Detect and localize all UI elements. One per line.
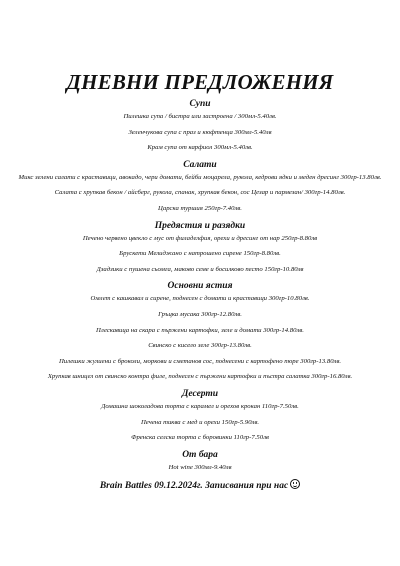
menu-item: Хрупкав шницел от свинско контра филе, поднесен с пържени картофки и пъстра салатка 300гр-16.80лв. bbox=[47, 373, 353, 381]
section-title: Основни ястия bbox=[167, 281, 233, 292]
menu-item: Омлет с кашкавал и сирене, поднесен с домати и краставици 300гр-10.80лв. bbox=[90, 295, 310, 303]
menu-item: Домашна шоколадова торта с карамел и орехов крокан 110гр-7.50лв. bbox=[101, 402, 299, 410]
event-announcement-text: Brain Battles 09.12.2024г. Записвания при нас bbox=[99, 481, 289, 492]
smiley-icon bbox=[290, 479, 300, 489]
section-title: От бара bbox=[182, 449, 218, 460]
section-title: Супи bbox=[189, 99, 211, 109]
menu-item: Гръцка мусака 300гр-12.80лв. bbox=[158, 310, 242, 318]
section-title: Предястия и разядки bbox=[154, 220, 246, 231]
menu-item: Крам супа от карфиол 300мл-5.40лв. bbox=[147, 144, 253, 152]
menu-item: Печена тиква с мед и орехи 150гр-5.90лв. bbox=[140, 418, 260, 426]
menu-item: Свинско с кисело зеле 300гр-13.80лв. bbox=[148, 342, 252, 350]
menu-item: Hot wine 300мл-9.40лв bbox=[168, 463, 232, 471]
page-title: ДНЕВНИ ПРЕДЛОЖЕНИЯ bbox=[66, 70, 334, 94]
menu-item: Френска селска торта с боровинки 110гр-7.50лв bbox=[131, 434, 269, 442]
menu-item: Зеленчукова супа с праз и кюфтенца 300мл-5.40лв bbox=[128, 128, 272, 136]
event-announcement bbox=[14, 479, 386, 491]
menu-item: Пилешка супа / бистра или застроена / 300мл-5.40лв. bbox=[123, 113, 277, 120]
section-title: Десерти bbox=[181, 388, 219, 399]
menu-item: Микс зелени салати с краставици, авокадо, чери домати, бейби моцарела, рукола, кедрови ядки и меден дресинг 300гр-13.80лв. bbox=[18, 173, 382, 181]
menu-item: Дзадзики с пушена сьомга, маково семе и босилково песто 150гр-10.80лв bbox=[96, 265, 304, 273]
menu-content bbox=[14, 99, 386, 491]
menu-item: Печено червено цвекло с мус от филаделфия, орехи и дресинг от нар 250гр-8.80лв bbox=[82, 234, 318, 242]
menu-item: Плескавица на скара с пържени картофки, зеле и домати 300гр-14.80лв. bbox=[96, 326, 304, 334]
menu-item: Пилешки жулиени с броколи, моркови и сметанов сос, поднесени с картофено пюре 300гр-13.80лв. bbox=[58, 357, 342, 365]
section-title: Салати bbox=[183, 159, 217, 170]
menu-item: Брускети Мелиджано с натрошено сирене 150гр-8.80лв. bbox=[119, 250, 281, 258]
menu-item: Салата с хрупкав бекон / айсберг, рукола, спанак, хрупкав бекон, сос Цезар и пармезан/ 300гр-14.80лв. bbox=[54, 189, 346, 197]
menu-item: Царска туршия 250гр-7.40лв. bbox=[158, 204, 242, 212]
